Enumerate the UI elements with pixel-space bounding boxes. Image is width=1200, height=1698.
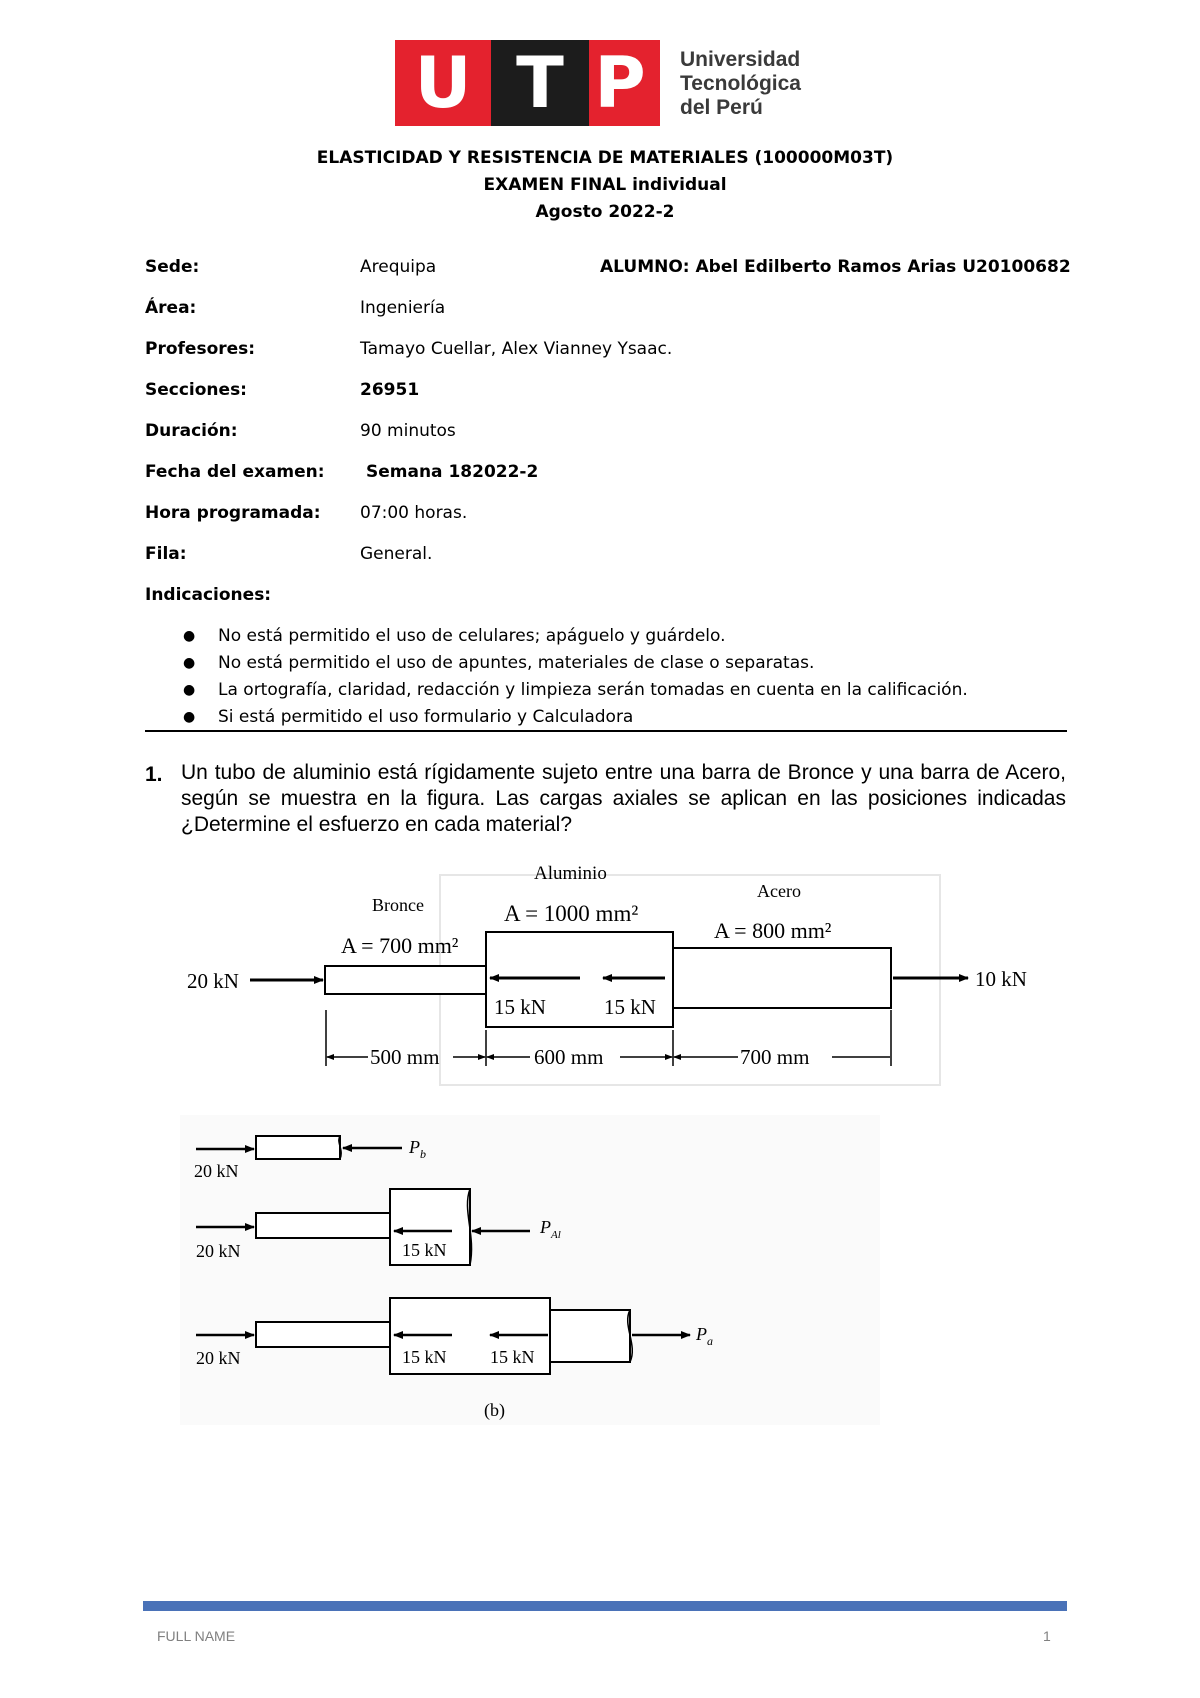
figure-caption: (b)	[484, 1400, 505, 1420]
page-number: 1	[1043, 1628, 1051, 1644]
university-name-line-1: Universidad	[680, 48, 801, 71]
bronze-area: A = 700 mm²	[341, 933, 459, 958]
fbd3-force-symbol: P	[696, 1324, 707, 1344]
steel-area: A = 800 mm²	[714, 918, 832, 943]
dimension-label-2: 600 mm	[534, 1045, 604, 1069]
fbd3-force-subscript: a	[707, 1334, 713, 1348]
fbd3-steel-bar	[550, 1310, 630, 1362]
mid-load-label-1: 15 kN	[494, 995, 546, 1019]
info-label-profesores: Profesores:	[145, 339, 256, 359]
bullet-icon: ●	[183, 628, 196, 644]
fbd1-force-subscript: b	[420, 1147, 426, 1161]
indication-item: No está permitido el uso de apuntes, materiales de clase o separatas.	[218, 653, 815, 673]
fbd3-mid-label-1: 15 kN	[402, 1347, 447, 1367]
footer-bar	[143, 1601, 1067, 1611]
indication-item: La ortografía, claridad, redacción y limpieza serán tomadas en cuenta en la calificación.	[218, 680, 968, 700]
indication-item: No está permitido el uso de celulares; apáguelo y guárdelo.	[218, 626, 726, 646]
dimension-label-3: 700 mm	[740, 1045, 810, 1069]
indications-label: Indicaciones:	[145, 585, 272, 605]
question-number: 1.	[145, 763, 163, 786]
info-label-hora: Hora programada:	[145, 503, 321, 523]
university-name-line-2: Tecnológica	[680, 72, 801, 95]
bullet-icon: ●	[183, 682, 196, 698]
info-label-fecha: Fecha del examen:	[145, 462, 325, 482]
student-name: ALUMNO: Abel Edilberto Ramos Arias U20100682	[600, 257, 1071, 277]
info-label-area: Área:	[145, 298, 197, 318]
bronze-label: Bronce	[372, 895, 424, 915]
info-value-duracion: 90 minutos	[360, 421, 456, 441]
logo-letter-u: U	[414, 42, 472, 124]
steel-bar	[673, 948, 891, 1008]
info-label-fila: Fila:	[145, 544, 187, 564]
dimension-label-1: 500 mm	[370, 1045, 440, 1069]
info-value-sede: Arequipa	[360, 257, 437, 277]
bullet-icon: ●	[183, 655, 196, 671]
exam-period: Agosto 2022-2	[535, 202, 675, 222]
logo-letter-t: T	[516, 42, 564, 124]
footer-name: FULL NAME	[157, 1628, 236, 1644]
info-value-profesores: Tamayo Cuellar, Alex Vianney Ysaac.	[360, 339, 673, 359]
info-value-fila: General.	[360, 544, 433, 564]
question-text: Un tubo de aluminio está rígidamente sujeto entre una barra de Bronce y una barra de Acero, según se muestra en la figura. Las cargas axiales se aplican en las posiciones indicadas ¿Determine el esfuerzo en cada material?	[181, 761, 1066, 836]
info-label-duracion: Duración:	[145, 421, 238, 441]
exam-title: EXAMEN FINAL individual	[483, 175, 727, 195]
bullet-icon: ●	[183, 709, 196, 725]
indication-item: Si está permitido el uso formulario y Calculadora	[218, 707, 634, 727]
info-value-fecha: Semana 182022-2	[366, 462, 539, 482]
fbd2-bronze-bar	[256, 1213, 390, 1238]
info-value-hora: 07:00 horas.	[360, 503, 468, 523]
fbd3-bronze-bar	[256, 1322, 390, 1347]
fbd2-force-symbol: P	[540, 1217, 551, 1237]
bronze-bar	[325, 966, 486, 994]
university-name-line-3: del Perú	[680, 96, 763, 119]
fbd3-mid-label-2: 15 kN	[490, 1347, 535, 1367]
logo-letter-p: P	[594, 42, 646, 124]
info-label-secciones: Secciones:	[145, 380, 247, 400]
info-label-sede: Sede:	[145, 257, 200, 277]
course-title: ELASTICIDAD Y RESISTENCIA DE MATERIALES (100000M03T)	[316, 148, 894, 168]
left-load-label: 20 kN	[187, 969, 239, 993]
fbd2-load-label: 20 kN	[196, 1241, 241, 1261]
right-load-label: 10 kN	[975, 967, 1027, 991]
fbd1-force-symbol: P	[409, 1137, 420, 1157]
fbd3-load-label: 20 kN	[196, 1348, 241, 1368]
fbd1-bar	[256, 1136, 340, 1159]
fbd2-mid-label: 15 kN	[402, 1240, 447, 1260]
aluminum-area: A = 1000 mm²	[504, 901, 639, 926]
background-ghost	[180, 1115, 880, 1425]
info-value-secciones: 26951	[360, 380, 420, 400]
fbd2-force-subscript: Al	[551, 1229, 561, 1241]
fbd1-load-label: 20 kN	[194, 1161, 239, 1181]
mid-load-label-2: 15 kN	[604, 995, 656, 1019]
info-value-area: Ingeniería	[360, 298, 446, 318]
steel-label: Acero	[757, 881, 801, 901]
aluminum-label: Aluminio	[534, 863, 607, 884]
